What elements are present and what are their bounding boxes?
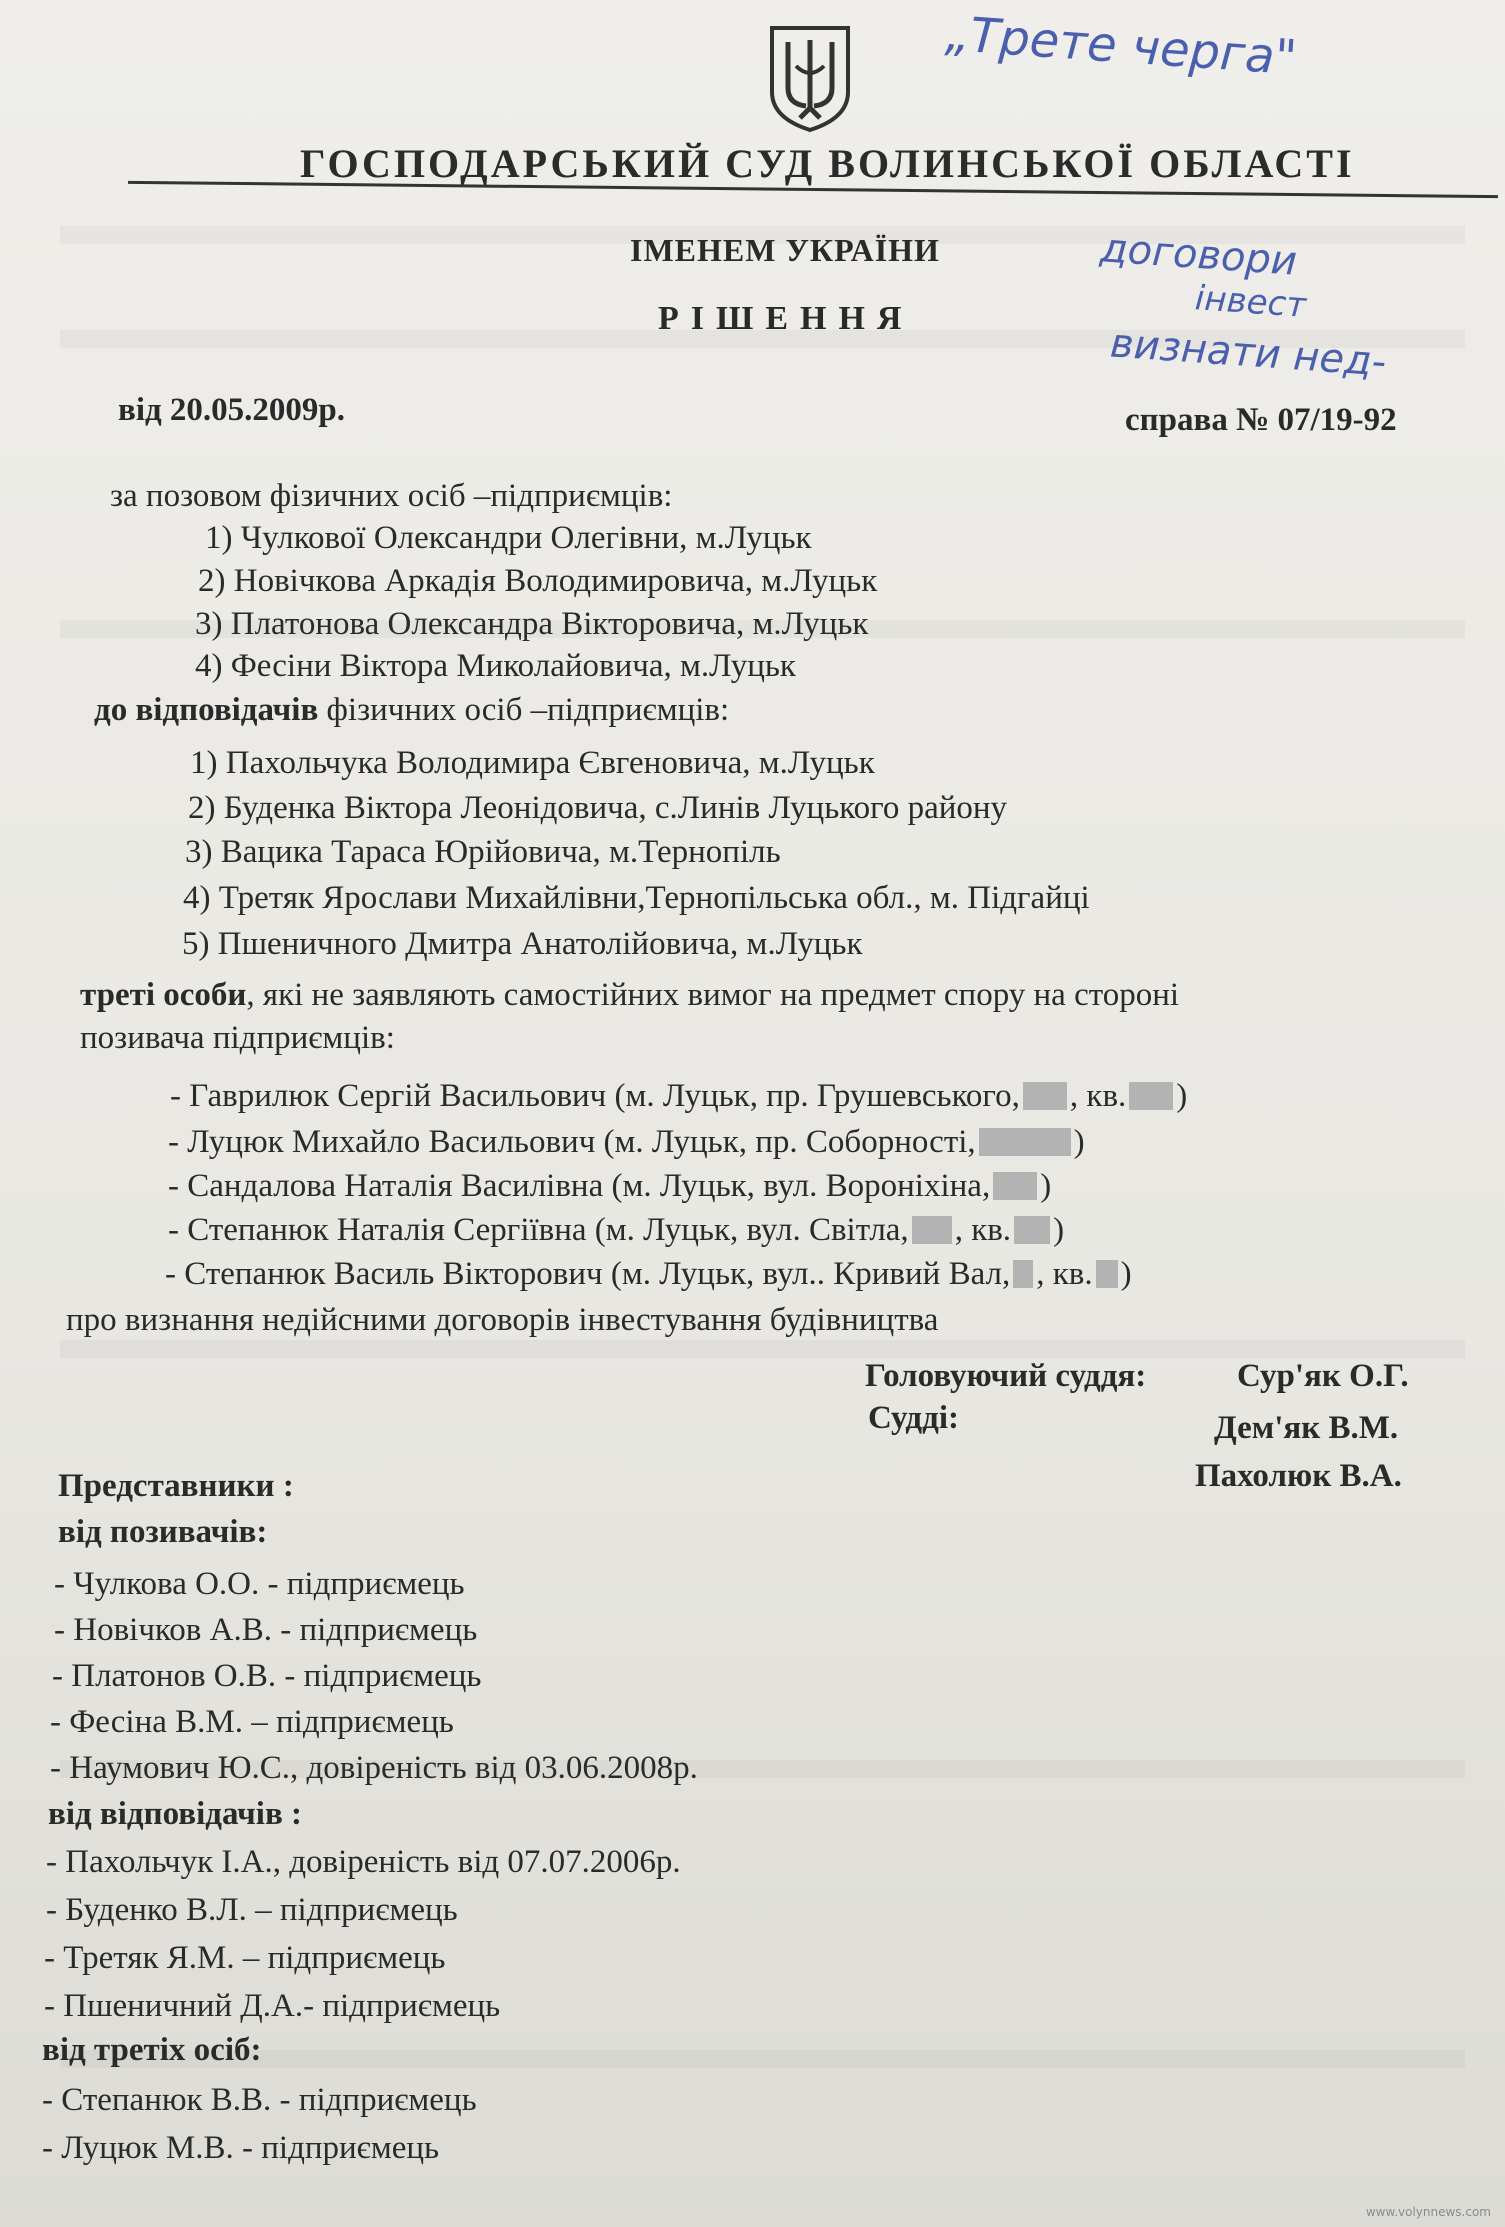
- judge-name: Пахолюк В.А.: [1195, 1458, 1402, 1494]
- from-defendants-label: від відповідачів :: [48, 1796, 303, 1832]
- plaintiff-item: 3) Платонова Олександра Вікторовича, м.Луцьк: [195, 606, 869, 642]
- defendant-item: 5) Пшеничного Дмитра Анатолійовича, м.Луцьк: [182, 926, 863, 962]
- court-title: ГОСПОДАРСЬКИЙ СУД ВОЛИНСЬКОЇ ОБЛАСТІ: [300, 141, 1355, 186]
- site-watermark: www.volynnews.com: [1365, 2205, 1491, 2219]
- trident-emblem-icon: [766, 22, 854, 134]
- from-third-parties-label: від третіх осіб:: [42, 2032, 262, 2068]
- defendant-item: 2) Буденка Віктора Леонідовича, с.Линів Луцького району: [188, 790, 1008, 826]
- case-subject: про визнання недійсними договорів інвестування будівництва: [66, 1302, 939, 1338]
- third-party-text: - Луцюк Михайло Васильович (м. Луцьк, пр. Соборності,: [168, 1124, 976, 1160]
- bleed-through-line: [60, 2050, 1465, 2068]
- presiding-judge-label: Головуючий суддя:: [865, 1358, 1147, 1394]
- redaction-box: [912, 1216, 952, 1244]
- representative-item: - Пшеничний Д.А.- підприємець: [44, 1988, 501, 2024]
- redaction-box: [979, 1128, 1071, 1156]
- representative-item: - Чулкова О.О. - підприємець: [54, 1566, 465, 1602]
- in-name-heading: ІМЕНЕМ УКРАЇНИ: [630, 232, 940, 268]
- decision-heading: РІШЕННЯ: [658, 300, 914, 337]
- representative-item: - Наумович Ю.С., довіреність від 03.06.2008р.: [50, 1750, 698, 1786]
- third-parties-label: треті особи: [80, 977, 247, 1013]
- judges-label: Судді:: [868, 1400, 959, 1436]
- third-party-end: ): [1040, 1168, 1052, 1204]
- third-party-person: [170, 1078, 1187, 1115]
- judge-name: Дем'як В.М.: [1214, 1410, 1399, 1446]
- representatives-heading: Представники :: [58, 1468, 294, 1504]
- third-party-end: ): [1120, 1256, 1132, 1292]
- handwritten-note-line1: договори: [1098, 225, 1299, 285]
- third-party-text: - Гаврилюк Сергій Васильович (м. Луцьк, пр. Грушевського,: [170, 1078, 1020, 1114]
- representative-item: - Степанюк В.В. - підприємець: [42, 2082, 477, 2118]
- redaction-box: [1129, 1082, 1173, 1110]
- representative-item: - Третяк Я.М. – підприємець: [44, 1940, 446, 1976]
- representative-item: - Новічков А.В. - підприємець: [54, 1612, 478, 1648]
- plaintiff-item: 4) Фесіни Віктора Миколайовича, м.Луцьк: [195, 648, 796, 684]
- defendants-heading: [94, 692, 729, 729]
- third-party-person: [168, 1168, 1051, 1205]
- third-party-end: ): [1176, 1078, 1188, 1114]
- handwritten-note-line2: інвест: [1193, 278, 1308, 326]
- handwritten-note-top: „Трете черга": [943, 5, 1299, 87]
- from-plaintiffs-label: від позивачів:: [58, 1514, 268, 1550]
- redaction-box: [1014, 1216, 1050, 1244]
- bleed-through-line: [60, 1340, 1465, 1358]
- redaction-box: [1023, 1082, 1067, 1110]
- third-parties-line1: [80, 977, 1179, 1014]
- plaintiffs-heading: за позовом фізичних осіб –підприємців:: [110, 478, 673, 514]
- third-party-person: [165, 1256, 1132, 1293]
- plaintiff-item: 1) Чулкової Олександри Олегівни, м.Луцьк: [205, 520, 812, 556]
- third-party-person: [168, 1124, 1085, 1161]
- third-party-apt: , кв.: [954, 1212, 1012, 1248]
- third-party-text: - Степанюк Василь Вікторович (м. Луцьк, вул.. Кривий Вал,: [165, 1256, 1011, 1292]
- presiding-judge: Сур'як О.Г.: [1237, 1358, 1409, 1394]
- third-party-person: [168, 1212, 1064, 1249]
- third-party-apt: , кв.: [1036, 1256, 1093, 1292]
- defendant-item: 1) Пахольчука Володимира Євгеновича, м.Луцьк: [190, 745, 875, 781]
- plaintiff-item: 2) Новічкова Аркадія Володимировича, м.Луцьк: [198, 563, 878, 599]
- representative-item: - Платонов О.В. - підприємець: [52, 1658, 482, 1694]
- third-party-end: ): [1053, 1212, 1065, 1248]
- redaction-box: [993, 1172, 1037, 1200]
- defendant-item: 4) Третяк Ярослави Михайлівни,Тернопільська обл., м. Підгайці: [183, 880, 1090, 916]
- third-party-text: - Сандалова Наталія Василівна (м. Луцьк, вул. Вороніхіна,: [168, 1168, 991, 1204]
- decision-date: від 20.05.2009р.: [118, 392, 346, 428]
- redaction-box: [1096, 1260, 1118, 1288]
- defendants-heading-rest: фізичних осіб –підприємців:: [318, 692, 730, 728]
- representative-item: - Фесіна В.М. – підприємець: [50, 1704, 454, 1740]
- representative-item: - Луцюк М.В. - підприємець: [42, 2130, 440, 2166]
- representative-item: - Буденко В.Л. – підприємець: [46, 1892, 458, 1928]
- third-parties-text: , які не заявляють самостійних вимог на предмет спору на стороні: [246, 977, 1180, 1013]
- third-party-text: - Степанюк Наталія Сергіївна (м. Луцьк, вул. Світла,: [168, 1212, 909, 1248]
- case-number: справа № 07/19-92: [1125, 402, 1397, 438]
- third-party-apt: , кв.: [1069, 1078, 1127, 1114]
- third-parties-line2: позивача підприємців:: [80, 1020, 395, 1056]
- defendants-heading-bold: до відповідачів: [94, 692, 319, 728]
- third-party-end: ): [1073, 1124, 1085, 1160]
- defendant-item: 3) Вацика Тараса Юрійовича, м.Тернопіль: [185, 834, 781, 870]
- handwritten-note-line3: визнати нед-: [1108, 320, 1388, 386]
- representative-item: - Пахольчук І.А., довіреність від 07.07.2006р.: [46, 1844, 681, 1880]
- redaction-box: [1013, 1260, 1033, 1288]
